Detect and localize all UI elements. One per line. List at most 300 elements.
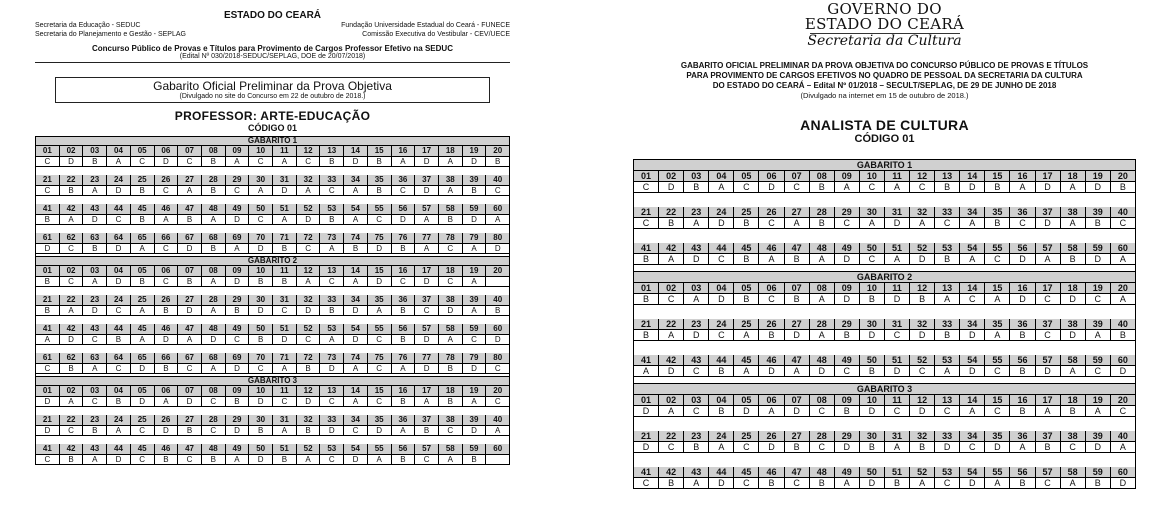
- question-number: 20: [1111, 171, 1135, 182]
- answer-letter: A: [249, 186, 273, 196]
- answer-letter: D: [178, 397, 202, 407]
- question-number: 60: [1111, 243, 1135, 254]
- answer-letter: C: [107, 215, 131, 225]
- answer-letter: A: [439, 455, 463, 465]
- question-number: 29: [835, 319, 860, 330]
- question-number: 40: [486, 295, 509, 306]
- answer-letter: B: [36, 277, 60, 287]
- answer-letter: B: [759, 330, 784, 341]
- answer-letter: A: [463, 244, 487, 254]
- question-number: 56: [392, 204, 416, 215]
- answer-letter: D: [202, 335, 226, 345]
- answer-letter: D: [297, 306, 321, 316]
- question-number: 41: [634, 467, 659, 478]
- answer-letter: B: [392, 455, 416, 465]
- answer-block: [36, 295, 509, 316]
- answer-letter: A: [1061, 182, 1086, 193]
- question-number: 34: [960, 207, 985, 218]
- answer-letter: D: [885, 294, 910, 305]
- question-number: 06: [155, 146, 179, 157]
- question-number: 30: [860, 207, 885, 218]
- question-number: 10: [860, 171, 885, 182]
- answer-letter: D: [1010, 254, 1035, 265]
- question-number: 11: [885, 171, 910, 182]
- question-number: 28: [810, 431, 835, 442]
- question-number: 22: [60, 295, 84, 306]
- answer-letter: B: [785, 294, 810, 305]
- answer-letter: D: [1036, 182, 1061, 193]
- question-number: 36: [1010, 319, 1035, 330]
- answer-letter: D: [178, 244, 202, 254]
- question-number: 54: [960, 243, 985, 254]
- answer-letter: B: [709, 366, 734, 377]
- answer-letter: A: [439, 157, 463, 167]
- question-number: 20: [1111, 395, 1135, 406]
- gabarito-header: GABARITO 1: [36, 136, 509, 146]
- answer-letter: A: [226, 157, 250, 167]
- left-document: [35, 0, 510, 467]
- answer-letter: D: [1061, 294, 1086, 305]
- question-number: 44: [709, 467, 734, 478]
- question-number: 07: [785, 395, 810, 406]
- gabarito-section: [36, 256, 509, 374]
- question-number: 63: [83, 353, 107, 364]
- answer-letter: C: [935, 478, 960, 489]
- answer-letter-row: [36, 186, 509, 196]
- answer-letter: B: [415, 426, 439, 436]
- question-number: 03: [83, 386, 107, 397]
- answer-letter: D: [860, 406, 885, 417]
- question-number: 27: [178, 415, 202, 426]
- question-number: 41: [36, 324, 60, 335]
- answer-letter-row: [634, 406, 1135, 417]
- question-number: 49: [835, 355, 860, 366]
- answer-block: [634, 355, 1135, 377]
- question-number: 79: [463, 353, 487, 364]
- answer-letter: C: [1036, 330, 1061, 341]
- answer-letter: D: [960, 478, 985, 489]
- answer-letter: C: [634, 478, 659, 489]
- question-number: 35: [985, 207, 1010, 218]
- answer-letter: B: [155, 455, 179, 465]
- question-number: 47: [785, 355, 810, 366]
- answer-letter: C: [1086, 366, 1111, 377]
- question-number: 01: [634, 283, 659, 294]
- question-number: 38: [1061, 207, 1086, 218]
- answer-letter: C: [1086, 294, 1111, 305]
- question-number: 22: [60, 415, 84, 426]
- question-number: 08: [202, 386, 226, 397]
- answer-letter: D: [155, 426, 179, 436]
- question-number: 14: [960, 171, 985, 182]
- question-number: 47: [785, 467, 810, 478]
- question-number: 49: [835, 243, 860, 254]
- question-number: 21: [36, 175, 60, 186]
- question-number: 36: [1010, 207, 1035, 218]
- question-number: 55: [368, 204, 392, 215]
- answer-letter: C: [486, 397, 509, 407]
- question-number: 14: [960, 283, 985, 294]
- answer-letter: D: [835, 294, 860, 305]
- answer-letter: B: [860, 442, 885, 453]
- question-number: 31: [273, 175, 297, 186]
- question-number: 46: [759, 243, 784, 254]
- question-number: 59: [1086, 355, 1111, 366]
- question-number: 16: [1010, 171, 1035, 182]
- gabarito-section: [36, 376, 509, 465]
- answer-letter-row: [36, 215, 509, 225]
- answer-letter: D: [415, 277, 439, 287]
- answer-letter: B: [60, 186, 84, 196]
- question-number: 72: [297, 233, 321, 244]
- answer-letter: C: [910, 366, 935, 377]
- question-number: 73: [320, 353, 344, 364]
- answer-letter: A: [463, 306, 487, 316]
- question-number: 49: [226, 444, 250, 455]
- answer-letter: C: [320, 397, 344, 407]
- question-number: 50: [249, 324, 273, 335]
- answer-letter: A: [439, 335, 463, 345]
- answer-letter: D: [1086, 182, 1111, 193]
- question-number: 02: [60, 386, 84, 397]
- answer-letter: D: [320, 364, 344, 374]
- question-number: 20: [1111, 283, 1135, 294]
- question-number: 36: [392, 175, 416, 186]
- answer-letter: A: [297, 455, 321, 465]
- answer-letter: A: [60, 306, 84, 316]
- answer-letter: C: [320, 277, 344, 287]
- answer-letter: C: [759, 218, 784, 229]
- answer-block: [36, 175, 509, 196]
- question-number: 51: [885, 243, 910, 254]
- answer-letter-row: [36, 306, 509, 316]
- answer-letter: D: [985, 442, 1010, 453]
- answer-letter: A: [1111, 442, 1135, 453]
- answer-letter: C: [885, 330, 910, 341]
- question-number: 21: [634, 319, 659, 330]
- question-number-row: [634, 207, 1135, 218]
- question-number: 08: [202, 266, 226, 277]
- answer-letter: C: [684, 366, 709, 377]
- answer-letter: B: [83, 244, 107, 254]
- answer-letter: B: [785, 254, 810, 265]
- question-number: 09: [226, 146, 250, 157]
- answer-letter: C: [131, 455, 155, 465]
- question-number: 45: [734, 355, 759, 366]
- question-number: 12: [910, 283, 935, 294]
- question-number: 60: [486, 444, 509, 455]
- question-number: 75: [368, 233, 392, 244]
- question-number: 19: [1086, 395, 1111, 406]
- question-number: 03: [83, 146, 107, 157]
- answer-letter: C: [368, 397, 392, 407]
- question-number: 48: [202, 444, 226, 455]
- question-number: 17: [415, 146, 439, 157]
- question-number: 07: [785, 171, 810, 182]
- question-number: 49: [226, 324, 250, 335]
- answer-key-table: [35, 136, 510, 465]
- question-number: 61: [36, 233, 60, 244]
- answer-block: [634, 319, 1135, 341]
- gabarito-header: GABARITO 3: [36, 376, 509, 386]
- question-number: 25: [734, 207, 759, 218]
- answer-letter: D: [226, 215, 250, 225]
- answer-block: [634, 283, 1135, 305]
- answer-letter: D: [1061, 330, 1086, 341]
- answer-letter: D: [107, 277, 131, 287]
- question-number: 52: [297, 324, 321, 335]
- question-number: 50: [860, 355, 885, 366]
- answer-letter-row: [36, 397, 509, 407]
- answer-block: [36, 233, 509, 254]
- answer-letter: A: [202, 364, 226, 374]
- org-seduc: Secretaria da Educação - SEDUC: [35, 22, 141, 29]
- question-number: 48: [202, 204, 226, 215]
- answer-letter: C: [320, 455, 344, 465]
- answer-letter: C: [734, 478, 759, 489]
- answer-block: [36, 204, 509, 225]
- answer-letter: C: [1036, 478, 1061, 489]
- answer-letter: D: [860, 478, 885, 489]
- question-number: 16: [1010, 395, 1035, 406]
- question-number: 04: [107, 386, 131, 397]
- answer-letter-row: [634, 478, 1135, 489]
- answer-letter: D: [439, 306, 463, 316]
- answer-letter: C: [36, 186, 60, 196]
- question-number: 39: [1086, 319, 1111, 330]
- role-title: PROFESSOR: ARTE-EDUCAÇÃO: [174, 109, 371, 123]
- question-number-row: [36, 204, 509, 215]
- answer-letter-row: [36, 455, 509, 465]
- answer-letter: C: [1061, 442, 1086, 453]
- answer-letter: B: [835, 330, 860, 341]
- question-number: 61: [36, 353, 60, 364]
- question-number: 18: [1061, 283, 1086, 294]
- answer-letter: D: [297, 215, 321, 225]
- question-number: 58: [1061, 243, 1086, 254]
- question-number: 69: [226, 233, 250, 244]
- question-number: 11: [273, 266, 297, 277]
- question-number: 58: [439, 324, 463, 335]
- answer-letter-row: [634, 366, 1135, 377]
- question-number: 77: [415, 353, 439, 364]
- gabarito-section: [36, 136, 509, 254]
- answer-letter: D: [634, 442, 659, 453]
- question-number: 42: [659, 467, 684, 478]
- org-row-2: [35, 30, 510, 39]
- answer-letter: B: [60, 364, 84, 374]
- question-number: 14: [960, 395, 985, 406]
- question-number: 07: [785, 283, 810, 294]
- answer-letter-row: [36, 335, 509, 345]
- question-number: 17: [1036, 171, 1061, 182]
- answer-letter: D: [684, 330, 709, 341]
- question-number: 31: [885, 207, 910, 218]
- question-number: 46: [155, 204, 179, 215]
- question-number: 18: [439, 146, 463, 157]
- answer-letter: D: [36, 397, 60, 407]
- answer-letter: A: [659, 254, 684, 265]
- question-number: 15: [985, 395, 1010, 406]
- question-number: 12: [297, 386, 321, 397]
- answer-letter: A: [910, 218, 935, 229]
- answer-letter: D: [131, 397, 155, 407]
- answer-letter: A: [273, 426, 297, 436]
- answer-letter: A: [810, 254, 835, 265]
- question-number: 53: [320, 324, 344, 335]
- answer-letter: D: [415, 364, 439, 374]
- answer-letter: B: [1061, 406, 1086, 417]
- question-number: 21: [36, 415, 60, 426]
- answer-letter: D: [759, 442, 784, 453]
- answer-letter: C: [36, 364, 60, 374]
- answer-letter: A: [985, 294, 1010, 305]
- question-number: 77: [415, 233, 439, 244]
- gabarito-header: GABARITO 2: [36, 256, 509, 266]
- answer-letter: A: [392, 426, 416, 436]
- question-number: 02: [659, 395, 684, 406]
- question-number: 19: [463, 146, 487, 157]
- question-number: 19: [463, 386, 487, 397]
- question-number: 07: [178, 146, 202, 157]
- question-number: 41: [634, 355, 659, 366]
- answer-letter-row: [36, 157, 509, 167]
- question-number: 37: [1036, 207, 1061, 218]
- answer-letter: B: [36, 215, 60, 225]
- answer-letter: B: [935, 330, 960, 341]
- answer-letter-row: [634, 182, 1135, 193]
- answer-letter: B: [1010, 478, 1035, 489]
- answer-letter: A: [415, 244, 439, 254]
- answer-letter: A: [60, 215, 84, 225]
- answer-letter-row: [36, 277, 509, 287]
- answer-letter: A: [1036, 406, 1061, 417]
- question-number: 53: [935, 467, 960, 478]
- answer-letter: A: [1010, 182, 1035, 193]
- answer-letter: B: [297, 426, 321, 436]
- answer-letter: A: [202, 277, 226, 287]
- question-number: 45: [734, 467, 759, 478]
- answer-letter: A: [344, 215, 368, 225]
- question-number: 50: [860, 467, 885, 478]
- question-number: 03: [684, 395, 709, 406]
- answer-letter: A: [985, 330, 1010, 341]
- answer-letter: C: [83, 335, 107, 345]
- answer-letter: C: [155, 277, 179, 287]
- question-number: 10: [860, 283, 885, 294]
- question-number: 37: [1036, 431, 1061, 442]
- answer-letter: B: [320, 306, 344, 316]
- question-number: 17: [415, 266, 439, 277]
- question-number: 53: [320, 444, 344, 455]
- answer-letter: D: [709, 478, 734, 489]
- question-number-row: [36, 353, 509, 364]
- question-number: 21: [36, 295, 60, 306]
- question-number: 11: [885, 395, 910, 406]
- answer-letter: A: [785, 218, 810, 229]
- answer-letter: C: [439, 277, 463, 287]
- answer-letter: D: [659, 182, 684, 193]
- answer-letter: A: [885, 182, 910, 193]
- answer-letter: B: [1111, 182, 1135, 193]
- question-number: 01: [634, 171, 659, 182]
- answer-letter: B: [320, 157, 344, 167]
- question-number: 10: [860, 395, 885, 406]
- answer-letter: A: [659, 330, 684, 341]
- question-number: 29: [835, 207, 860, 218]
- question-number: 49: [226, 204, 250, 215]
- question-number: 19: [463, 266, 487, 277]
- question-number: 74: [344, 353, 368, 364]
- question-number: 42: [659, 355, 684, 366]
- answer-letter: B: [910, 294, 935, 305]
- answer-letter: A: [486, 426, 509, 436]
- answer-letter: B: [734, 218, 759, 229]
- question-number: 35: [368, 295, 392, 306]
- answer-letter: C: [273, 306, 297, 316]
- question-number: 38: [439, 295, 463, 306]
- answer-letter: C: [486, 186, 509, 196]
- answer-letter: D: [835, 254, 860, 265]
- concurso-title: Concurso Público de Provas e Títulos para Provimento de Cargos Professor Efetivo na SEDUC: [92, 44, 453, 53]
- answer-letter: A: [344, 277, 368, 287]
- answer-letter: A: [83, 455, 107, 465]
- question-number: 26: [759, 431, 784, 442]
- answer-letter: C: [1036, 294, 1061, 305]
- question-number: 59: [1086, 243, 1111, 254]
- answer-letter: B: [202, 455, 226, 465]
- question-number: 44: [107, 444, 131, 455]
- answer-letter: B: [273, 244, 297, 254]
- answer-letter: C: [709, 330, 734, 341]
- question-number: 08: [810, 283, 835, 294]
- question-number: 35: [985, 319, 1010, 330]
- answer-letter: A: [1111, 294, 1135, 305]
- question-number: 02: [659, 283, 684, 294]
- question-number: 42: [60, 324, 84, 335]
- question-number: 51: [885, 355, 910, 366]
- question-number: 45: [131, 204, 155, 215]
- question-number: 09: [226, 386, 250, 397]
- question-number: 12: [297, 146, 321, 157]
- question-number: 65: [131, 353, 155, 364]
- answer-letter: C: [985, 406, 1010, 417]
- role-title: ANALISTA DE CULTURA: [800, 117, 969, 133]
- answer-letter: D: [709, 294, 734, 305]
- answer-letter: D: [344, 455, 368, 465]
- question-number: 33: [935, 207, 960, 218]
- answer-letter: C: [634, 182, 659, 193]
- answer-letter: C: [368, 364, 392, 374]
- answer-letter: C: [155, 186, 179, 196]
- answer-letter: C: [60, 277, 84, 287]
- question-number: 64: [107, 233, 131, 244]
- answer-letter: B: [709, 406, 734, 417]
- answer-letter: A: [935, 294, 960, 305]
- answer-letter: B: [1010, 330, 1035, 341]
- question-number: 57: [415, 324, 439, 335]
- question-number-row: [634, 467, 1135, 478]
- question-number: 64: [107, 353, 131, 364]
- answer-letter: A: [226, 455, 250, 465]
- answer-letter: B: [83, 157, 107, 167]
- answer-letter: C: [860, 254, 885, 265]
- answer-letter: C: [463, 335, 487, 345]
- question-number: 38: [1061, 431, 1086, 442]
- answer-letter: D: [1010, 294, 1035, 305]
- answer-letter: A: [415, 397, 439, 407]
- answer-letter: C: [684, 406, 709, 417]
